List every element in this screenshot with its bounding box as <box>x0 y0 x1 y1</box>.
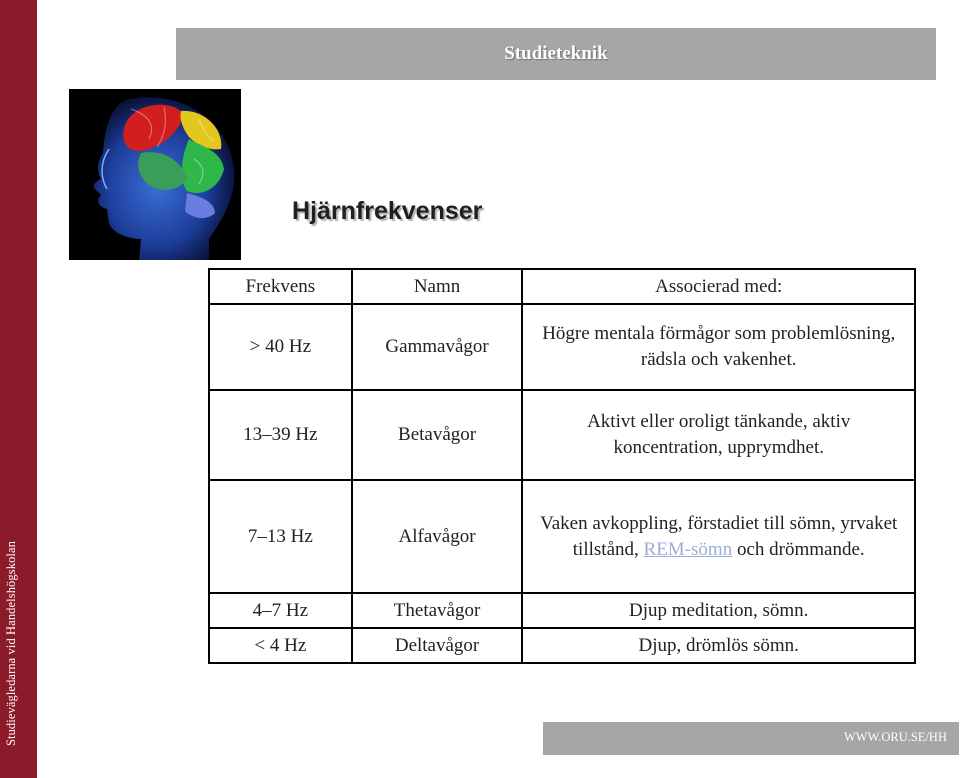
cell-associated: Aktivt eller oroligt tänkande, aktiv koncentration, upprymdhet. <box>522 390 915 480</box>
cell-name: Deltavågor <box>352 628 523 663</box>
assoc-text-post: och drömmande. <box>732 538 865 560</box>
header-frekvens: Frekvens <box>209 269 352 304</box>
header-namn: Namn <box>352 269 523 304</box>
footer-url: WWW.ORU.SE/HH <box>843 730 947 744</box>
cell-frequency: 13–39 Hz <box>209 390 352 480</box>
cell-associated <box>522 480 915 593</box>
table-row <box>209 304 915 390</box>
header-title: Studieteknik <box>504 43 608 64</box>
assoc-text-pre: Vaken avkoppling, förstadiet till sömn, yrvaket tillstånd, <box>540 512 898 560</box>
cell-associated: Djup, drömlös sömn. <box>522 628 915 663</box>
table-row <box>209 628 915 663</box>
cell-frequency: > 40 Hz <box>209 304 352 390</box>
table-row <box>209 390 915 480</box>
cell-frequency: 7–13 Hz <box>209 480 352 593</box>
footer-bar <box>543 722 959 755</box>
header-bar <box>176 28 936 80</box>
cell-name: Alfavågor <box>352 480 523 593</box>
cell-associated: Högre mentala förmågor som problemlösning, rädsla och vakenhet. <box>522 304 915 390</box>
header-associerad: Associerad med: <box>522 269 915 304</box>
sidebar-label: Studievägledarna vid Handelshögskolan <box>4 540 18 746</box>
table-row <box>209 480 915 593</box>
cell-name: Betavågor <box>352 390 523 480</box>
cell-name: Thetavågor <box>352 593 523 628</box>
cell-frequency: 4–7 Hz <box>209 593 352 628</box>
cell-frequency: < 4 Hz <box>209 628 352 663</box>
frequency-table <box>208 268 916 664</box>
slide-title: Hjärnfrekvenser <box>292 197 483 225</box>
brain-head-icon <box>69 89 241 260</box>
rem-somn-link[interactable]: REM-sömn <box>643 538 733 560</box>
sidebar <box>0 0 37 778</box>
table-row <box>209 593 915 628</box>
cell-name: Gammavågor <box>352 304 523 390</box>
cell-associated: Djup meditation, sömn. <box>522 593 915 628</box>
table-header-row <box>209 269 915 304</box>
